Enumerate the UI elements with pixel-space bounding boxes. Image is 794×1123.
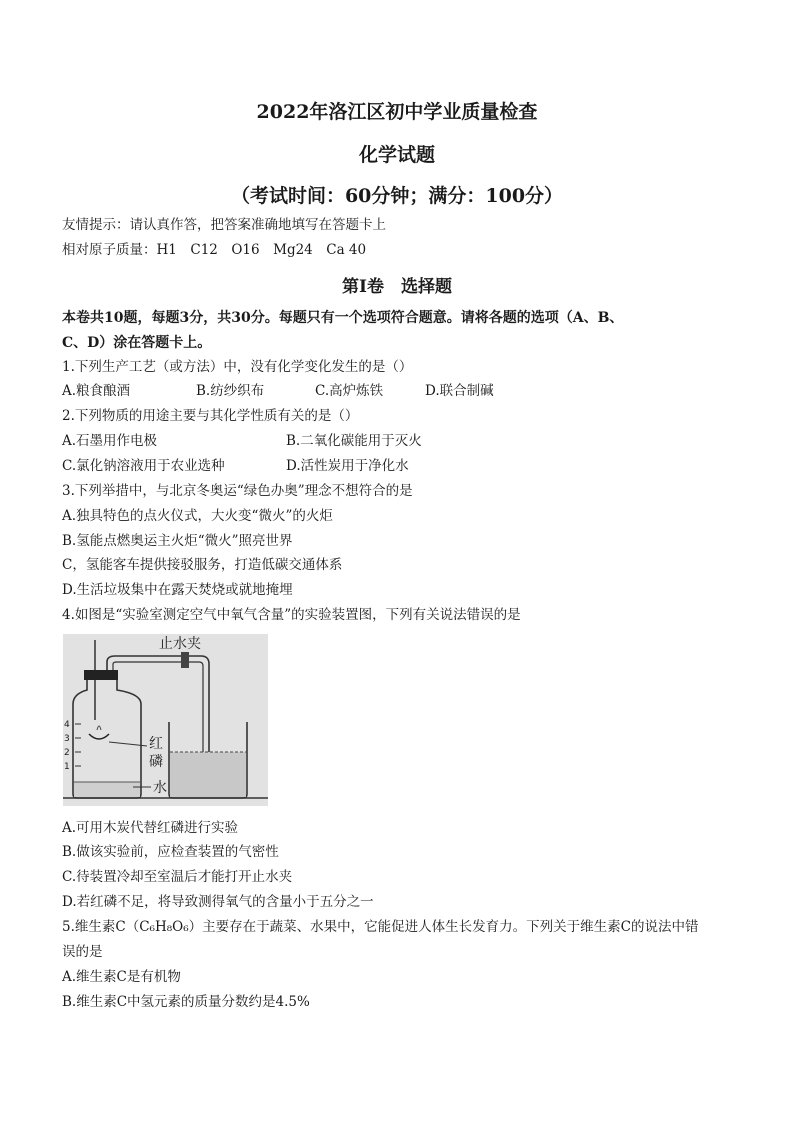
atomic-mass-info: 相对原子质量：H1 C12 O16 Mg24 Ca 40 [62, 242, 367, 258]
scale-mark-2: 2 [64, 748, 70, 758]
question-4-option-b: B.做该实验前，应检查装置的气密性 [62, 844, 279, 860]
question-2-stem: 2.下列物质的用途主要与其化学性质有关的是（） [62, 408, 359, 424]
water-label: 水 [153, 780, 167, 796]
question-3-option-a: A.独具特色的点火仪式，大火变“微火”的火炬 [62, 508, 333, 524]
question-2-option-c: C.氯化钠溶液用于农业选种 [62, 458, 225, 474]
phosphorus-label-2: 磷 [149, 754, 163, 770]
instructions-line-2: C、D）涂在答题卡上。 [62, 335, 212, 351]
question-1-option-a: A.粮食酿酒 [62, 383, 131, 399]
question-3-option-b: B.氢能点燃奥运主火炬“微火”照亮世界 [62, 533, 293, 549]
phosphorus-label-1: 红 [149, 736, 163, 752]
clamp-label: 止水夹 [159, 636, 201, 652]
scale-mark-4: 4 [64, 720, 70, 730]
question-2-option-a: A.石墨用作电极 [62, 433, 158, 449]
clamp-shape [181, 652, 189, 668]
question-4-option-d: D.若红磷不足，将导致测得氧气的含量小于五分之一 [62, 894, 374, 910]
scale-mark-3: 3 [64, 734, 70, 744]
apparatus-figure [63, 634, 268, 806]
question-3-stem: 3.下列举措中，与北京冬奥运“绿色办奥”理念不想符合的是 [62, 483, 413, 499]
scale-mark-1: 1 [64, 762, 70, 772]
question-1-stem: 1.下列生产工艺（或方法）中，没有化学变化发生的是（） [62, 359, 413, 375]
instructions-line-1: 本卷共10题，每题3分，共30分。每题只有一个选项符合题意。请将各题的选项（A、B、 [62, 310, 624, 326]
exam-subject: 化学试题 [358, 144, 435, 166]
question-3-option-d: D.生活垃圾集中在露天焚烧或就地掩埋 [62, 582, 293, 598]
section-title: 第Ⅰ卷 选择题 [342, 277, 452, 297]
question-4-option-a: A.可用木炭代替红磷进行实验 [62, 820, 239, 836]
question-4-stem: 4.如图是“实验室测定空气中氧气含量”的实验装置图，下列有关说法错误的是 [62, 607, 521, 623]
question-2-option-d: D.活性炭用于净化水 [286, 458, 409, 474]
question-4-option-c: C.待装置冷却至室温后才能打开止水夹 [62, 869, 293, 885]
exam-info: （考试时间：60分钟；满分：100分） [230, 185, 564, 207]
oxygen-apparatus-diagram [63, 634, 268, 806]
exam-title: 2022年洛江区初中学业质量检查 [256, 101, 538, 123]
question-5-stem-line-1: 5.维生素C（C₆H₈O₆）主要存在于蔬菜、水果中，它能促进人体生长发育力。下列关于维生素C的说法中错 [62, 919, 699, 935]
question-5-stem-line-2: 误的是 [62, 944, 103, 960]
question-1-option-d: D.联合制碱 [425, 383, 494, 399]
question-2-option-b: B.二氧化碳能用于灭火 [286, 433, 422, 449]
question-1-option-c: C.高炉炼铁 [315, 383, 384, 399]
question-1-option-b: B.纺纱织布 [196, 383, 265, 399]
friendly-tip: 友情提示：请认真作答，把答案准确地填写在答题卡上 [62, 217, 386, 233]
question-5-option-b: B.维生素C中氢元素的质量分数约是4.5% [62, 994, 310, 1010]
question-3-option-c: C，氢能客车提供接驳服务，打造低碳交通体系 [62, 557, 343, 573]
question-5-option-a: A.维生素C是有机物 [62, 969, 181, 985]
stopper-shape [84, 670, 118, 680]
